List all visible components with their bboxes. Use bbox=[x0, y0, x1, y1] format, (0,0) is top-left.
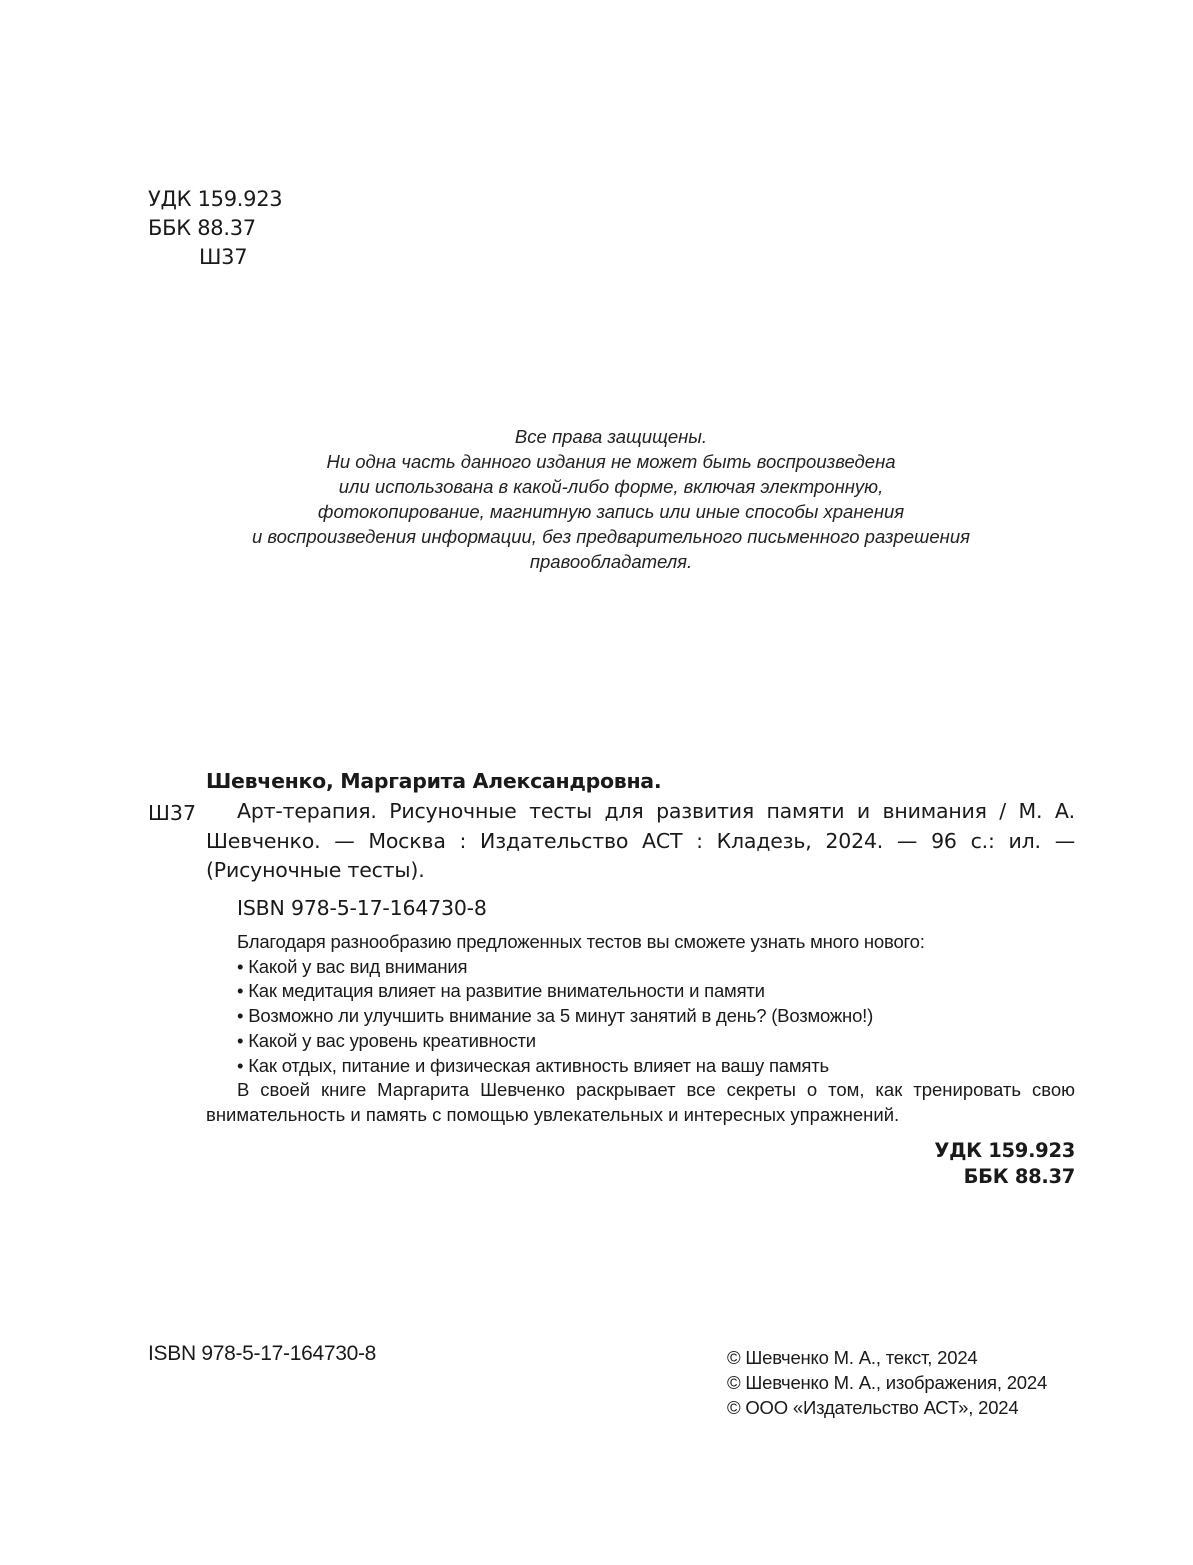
copyright-block bbox=[727, 1345, 1047, 1420]
author-mark: Ш37 bbox=[199, 245, 248, 269]
annotation-bullet: • Как отдых, питание и физическая активность влияет на вашу память bbox=[237, 1054, 829, 1076]
copyright-line: © Шевченко М. А., текст, 2024 bbox=[727, 1347, 978, 1368]
annotation-bullet: • Возможно ли улучшить внимание за 5 минут занятий в день? (Возможно!) bbox=[237, 1005, 874, 1027]
catalog-author: Шевченко, Маргарита Александровна. bbox=[206, 769, 662, 793]
rights-line: или использована в какой-либо форме, включая электронную, bbox=[338, 476, 884, 497]
annotation bbox=[206, 930, 1075, 1128]
classification-codes-top bbox=[148, 185, 282, 272]
rights-line: фотокопирование, магнитную запись или иные способы хранения bbox=[317, 501, 905, 522]
bibliographic-description: Арт-терапия. Рисуночные тесты для развития памяти и внимания / М. А. Шевченко. — Москва : Издательство АСТ : Кладезь, 2024. — 96 с.: ил. — (Рисуночные тесты). bbox=[206, 799, 1075, 882]
catalog-isbn: ISBN 978-5-17-164730-8 bbox=[237, 896, 487, 920]
udk-code: УДК 159.923 bbox=[934, 1139, 1075, 1162]
copyright-line: © ООО «Издательство АСТ», 2024 bbox=[727, 1397, 1019, 1418]
catalog-author-mark: Ш37 bbox=[148, 801, 197, 825]
bbk-code: ББК 88.37 bbox=[148, 216, 256, 240]
rights-line: Все права защищены. bbox=[514, 426, 708, 447]
annotation-bullet: • Как медитация влияет на развитие внимательности и памяти bbox=[237, 980, 765, 1002]
annotation-bullet: • Какой у вас вид внимания bbox=[237, 955, 468, 977]
rights-line: Ни одна часть данного издания не может быть воспроизведена bbox=[326, 451, 896, 472]
rights-notice bbox=[240, 424, 982, 574]
udk-code: УДК 159.923 bbox=[148, 187, 283, 211]
annotation-bullet: • Какой у вас уровень креативности bbox=[237, 1029, 536, 1051]
annotation-intro: Благодаря разнообразию предложенных тестов вы сможете узнать много нового: bbox=[237, 931, 925, 952]
copyright-line: © Шевченко М. А., изображения, 2024 bbox=[727, 1372, 1048, 1393]
rights-line: правообладателя. bbox=[529, 551, 693, 572]
rights-line: и воспроизведения информации, без предварительного письменного разрешения bbox=[251, 526, 971, 547]
classification-codes-bottom bbox=[934, 1138, 1075, 1190]
bbk-code: ББК 88.37 bbox=[963, 1165, 1075, 1188]
annotation-closing: В своей книге Маргарита Шевченко раскрывает все секреты о том, как тренировать свою внимательность и память с помощью увлекательных и интересных упражнений. bbox=[206, 1079, 1075, 1125]
footer-isbn: ISBN 978-5-17-164730-8 bbox=[148, 1342, 377, 1365]
